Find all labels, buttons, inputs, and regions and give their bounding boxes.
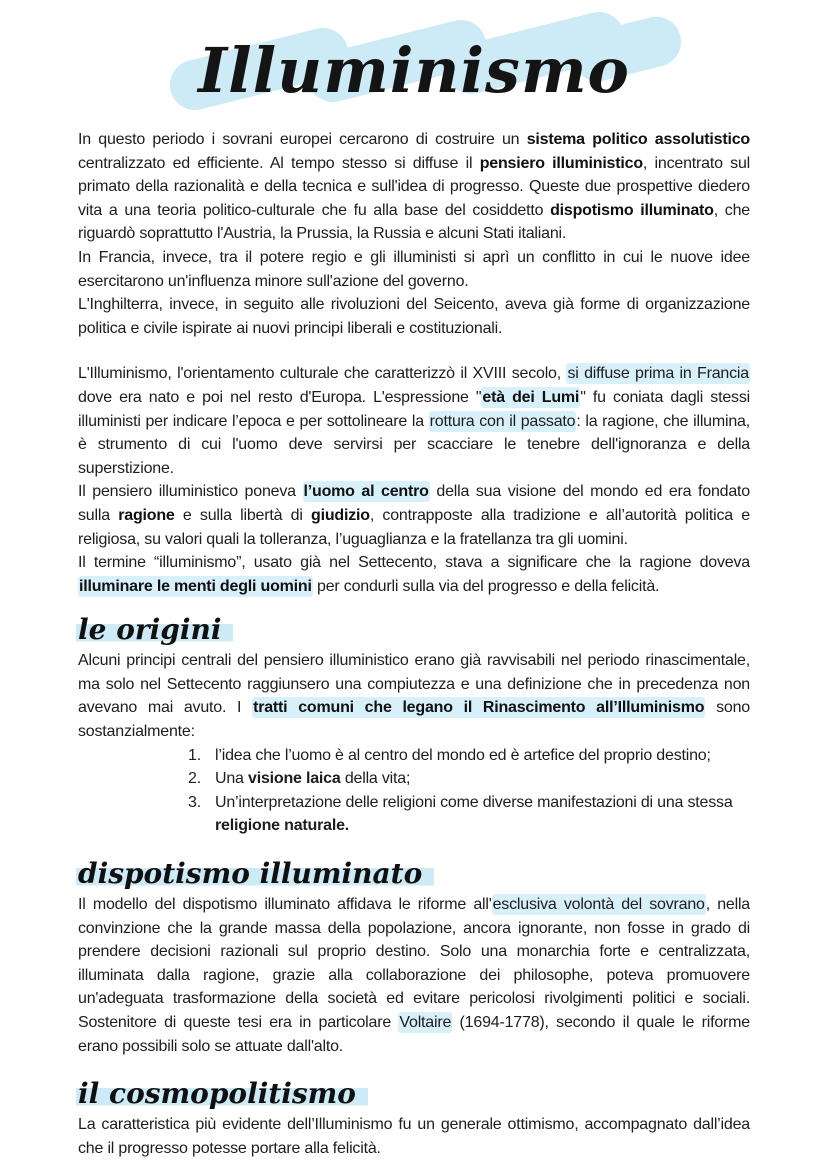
- bold-term: pensiero illuministico: [479, 154, 643, 172]
- bold-term: religione naturale.: [215, 817, 350, 835]
- section-heading-origins: [78, 614, 750, 646]
- list-item: [188, 744, 750, 768]
- highlighted-bold-term: tratti comuni che legano il Rinascimento all’Illuminismo: [253, 699, 705, 717]
- text-segment: In questo periodo i sovrani europei cercarono di costruire un: [78, 131, 527, 148]
- highlighted-bold-term: età dei Lumi: [482, 388, 580, 406]
- list-item-text: [215, 767, 750, 791]
- text-segment: Il pensiero illuministico poneva: [78, 483, 303, 501]
- list-item: [188, 791, 750, 838]
- highlighted-text: si diffuse prima in Francia: [567, 365, 749, 383]
- section-heading-despotism: [78, 858, 750, 890]
- text-segment: (1694-1778), secondo il quale le riforme erano possibili solo se attuate dall'alto.: [78, 1014, 751, 1055]
- text-segment: " fu coniata dagli stessi illuministi per indicare l’epoca e per sottolineare la: [78, 388, 750, 430]
- paragraph-term: [78, 551, 750, 598]
- text-segment: per condurli sulla via del progresso e della felicità.: [312, 577, 660, 595]
- paragraph-intro: [78, 128, 750, 246]
- bold-term: sistema politico assolutistico: [526, 131, 750, 148]
- page-title: Illuminismo: [198, 34, 630, 107]
- text-segment: dove era nato e poi nel resto d'Europa. L'espressione ": [78, 388, 482, 406]
- text-segment: della sua visione del mondo ed era fondato sulla: [78, 483, 750, 524]
- bold-term: dispotismo illuminato: [550, 201, 714, 219]
- bold-term: visione laica: [248, 770, 341, 788]
- section-heading-text: le origini: [76, 613, 233, 646]
- list-item: [188, 767, 750, 791]
- text-segment: , nella convinzione che la grande massa della popolazione, ancora ignorante, non fosse in grado di prendere decisioni razionali sul proprio destino. Solo una monarchia forte e centralizzata, illuminata dalla ragione, grazie alla collaborazione dei philosophe, poteva promuovere un'adeguata trasformazione della società ed evitare pericolosi rivolgimenti politici e sociali. Sostenitore di queste tesi era in particolare: [78, 896, 750, 1031]
- highlighted-bold-term: illuminare le menti degli uomini: [79, 577, 312, 595]
- paragraph-england: L'Inghilterra, invece, in seguito alle rivoluzioni del Seicento, aveva già forme di organizzazione politica e civile ispirate ai nuovi principi liberali e costituzionali.: [78, 296, 750, 337]
- text-segment: e sulla libertà di: [174, 506, 311, 524]
- highlighted-text: esclusiva volontà del sovrano: [492, 896, 705, 914]
- text-segment: Una: [215, 770, 248, 788]
- paragraph-cosmopolitanism: La caratteristica più evidente dell’Illuminismo fu un generale ottimismo, accompagnato dall’idea che il progresso potesse portare alla felicità.: [78, 1116, 750, 1157]
- text-segment: sono sostanzialmente:: [78, 699, 750, 741]
- list-number: 1.: [188, 746, 201, 764]
- section-heading-text: il cosmopolitismo: [76, 1077, 368, 1110]
- list-number: 3.: [188, 793, 201, 811]
- section-heading-cosmopolitanism: [78, 1078, 750, 1110]
- text-segment: Il modello del dispotismo illuminato affidava le riforme all': [78, 896, 492, 914]
- list-number: 2.: [188, 770, 201, 788]
- text-segment: L'Illuminismo, l'orientamento culturale che caratterizzò il XVIII secolo,: [78, 365, 567, 383]
- paragraph-diffusion: [78, 362, 750, 480]
- highlighted-bold-term: l’uomo al centro: [303, 483, 429, 501]
- paragraph-man-center: [78, 480, 750, 551]
- text-segment: , che riguardò soprattutto l'Austria, la Prussia, la Russia e alcuni Stati italiani.: [78, 201, 750, 243]
- text-segment: centralizzato ed efficiente. Al tempo stesso si diffuse il: [78, 154, 480, 172]
- text-segment: Un’interpretazione delle religioni come diverse manifestazioni di una stessa: [215, 793, 733, 811]
- text-segment: della vita;: [340, 770, 411, 788]
- paragraph-france: In Francia, invece, tra il potere regio e gli illuministi si aprì un conflitto in cui le nuove idee esercitarono un'influenza minore sull'azione del governo.: [78, 248, 750, 290]
- text-segment: , contrapposte alla tradizione e all’autorità politica e religiosa, su valori quali la tolleranza, l’uguaglianza e la fratellanza tra gli uomini.: [78, 506, 750, 548]
- text-segment: , incentrato sul primato della razionalità e della tecnica e sull'idea di progresso. Queste due prospettive diedero vita a una teoria politico-culturale che fu alla base del cosiddetto: [78, 154, 751, 219]
- paragraph-despotism: [78, 893, 750, 1058]
- text-segment: l’idea che l’uomo è al centro del mondo ed è artefice del proprio destino;: [215, 746, 711, 764]
- title-block: [78, 28, 750, 114]
- text-segment: : la ragione, che illumina, è strumento di cui l'uomo deve servirsi per scacciare le tenebre dell'ignoranza e della superstizione.: [78, 412, 750, 477]
- numbered-list: [188, 744, 750, 838]
- text-segment: Il termine “illuminismo”, usato già nel Settecento, stava a significare che la ragione doveva: [78, 554, 750, 572]
- list-item-text: [215, 744, 750, 768]
- bold-term: ragione: [118, 506, 175, 524]
- section-heading-text: dispotismo illuminato: [76, 857, 434, 890]
- paragraph-origins: [78, 649, 750, 743]
- bold-term: giudizio: [311, 506, 370, 524]
- text-segment: Alcuni principi centrali del pensiero illuministico erano già ravvisabili nel periodo rinascimentale, ma solo nel Settecento raggiunsero una compiutezza e una definizione che in precedenza non avevano mai avuto. I: [78, 652, 750, 717]
- highlighted-text: Voltaire: [399, 1014, 452, 1031]
- list-item-text: [215, 791, 750, 838]
- highlighted-text: rottura con il passato: [429, 412, 576, 430]
